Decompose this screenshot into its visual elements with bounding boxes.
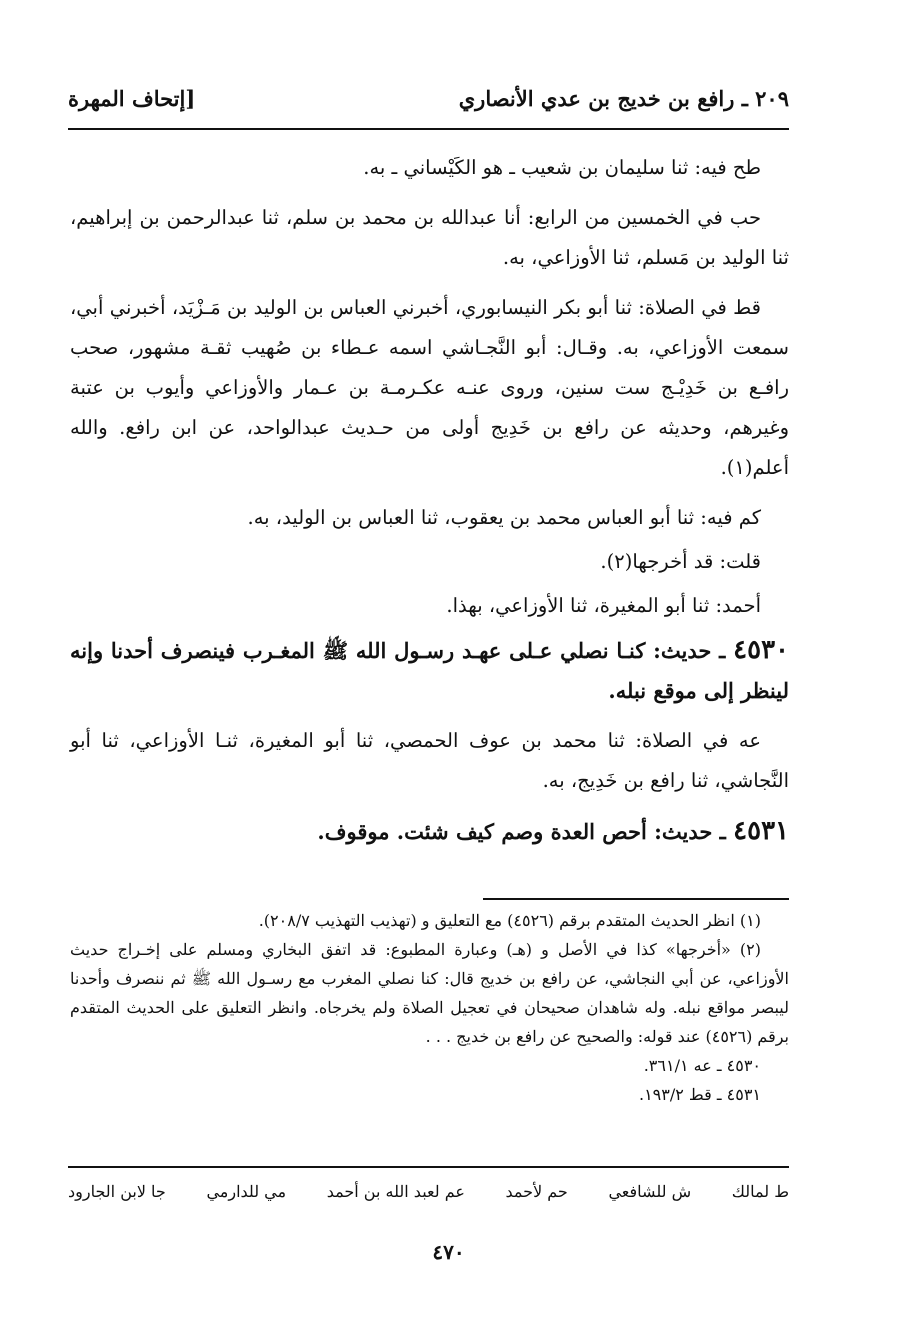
reference-4531: ٤٥٣١ ـ قط ١٩٣/٢. (638, 1085, 761, 1104)
chapter-title: ٢٠٩ ـ رافع بن خديج بن عدي الأنصاري (458, 85, 789, 111)
hadith-4531 (70, 811, 789, 852)
abbreviation-item: حم لأحمد (505, 1182, 568, 1201)
paragraph-ahmad: أحمد: ثنا أبو المغيرة، ثنا الأوزاعي، بهذا. (446, 594, 761, 617)
abbreviation-item: ش للشافعي (608, 1182, 692, 1201)
paragraph-ah: عه في الصلاة: ثنا محمد بن عوف الحمصي، ثنا أبو المغيرة، ثنـا الأوزاعي، ثنا أبو النَّجاشي، ثنا رافع بن خَدِيج، به. (70, 729, 789, 792)
footnote-divider (483, 898, 789, 900)
abbreviation-item: عم لعبد الله بن أحمد (326, 1182, 465, 1201)
hadith-number: ٤٥٣٠ (733, 635, 790, 665)
reference-4530: ٤٥٣٠ ـ عه ٣٦١/١. (643, 1056, 761, 1075)
abbreviations-divider (68, 1166, 789, 1168)
header-divider (68, 128, 789, 130)
running-header (68, 78, 789, 118)
hadith-number: ٤٥٣١ (733, 816, 789, 846)
hadith-4530 (70, 630, 789, 711)
page-number: ٤٧٠ (432, 1240, 465, 1264)
paragraph-hib: حب في الخمسين من الرابع: أنا عبدالله بن محمد بن سلم، ثنا عبدالرحمن بن إبراهيم، ثنا الوليد بن مَسلم، ثنا الأوزاعي، به. (70, 206, 789, 269)
hadith-text: ـ حديث: أحص العدة وصم كيف شئت. موقوف. (317, 819, 726, 844)
hadith-text: ـ حديث: كنـا نصلي عـلى عهـد رسـول الله ﷺ المغـرب فينصرف أحدنا وإنه لينظر إلى موقع نبله. (70, 638, 789, 703)
main-text (70, 148, 789, 862)
footnote-2: (٢) «أخرجها» كذا في الأصل و (هـ) وعبارة المطبوع: قد اتفق البخاري ومسلم على إخـراج حديث الأوزاعي، عن أبي النجاشي، عن رافع بن خديج قال: كنا نصلي المغرب مع رسـول الله ﷺ ثم ننصرف وأحدنا ليبصر مواقع نبله. وله شاهدان صحيحان في تعجيل الصلاة ولم يخرجاه. وانظر التعليق على الحديث المتقدم برقم (٤٥٢٦) عند قوله: والصحيح عن رافع بن خديج . . . (70, 940, 789, 1046)
abbreviation-item: مي للدارمي (206, 1182, 287, 1201)
paragraph-qult: قلت: قد أخرجها(٢). (600, 550, 761, 573)
abbreviation-item: ط لمالك (731, 1182, 789, 1201)
abbreviation-item: جا لابن الجارود (68, 1182, 166, 1201)
footnote-1: (١) انظر الحديث المتقدم برقم (٤٥٢٦) مع التعليق و (تهذيب التهذيب ٢٠٨/٧). (258, 911, 761, 930)
abbreviations-legend (68, 1182, 789, 1201)
paragraph-kam: كم فيه: ثنا أبو العباس محمد بن يعقوب، ثنا العباس بن الوليد، به. (247, 506, 761, 529)
book-title: [إتحاف المهرة (68, 85, 196, 111)
paragraph-qut: قط في الصلاة: ثنا أبو بكر النيسابوري، أخبرني العباس بن الوليد بن مَـزْيَد، أخبرني أبي، سمعت الأوزاعي، به. وقـال: أبو النَّجـاشي اسمه عـطاء بن صُهيب ثقـة مشهور، صحب رافـع بن خَدِيْـج ست سنين، وروى عنـه عكـرمـة بن عـمار والأوزاعي وأيوب بن عتبة وغيرهم، وحديثه عن رافع بن خَدِيج أولى من حـديث عبدالواحد، عن ابن رافع. والله أعلم(١). (70, 296, 789, 479)
footnotes (70, 906, 789, 1109)
paragraph-tah: طح فيه: ثنا سليمان بن شعيب ـ هو الكَيْساني ـ به. (363, 156, 761, 179)
